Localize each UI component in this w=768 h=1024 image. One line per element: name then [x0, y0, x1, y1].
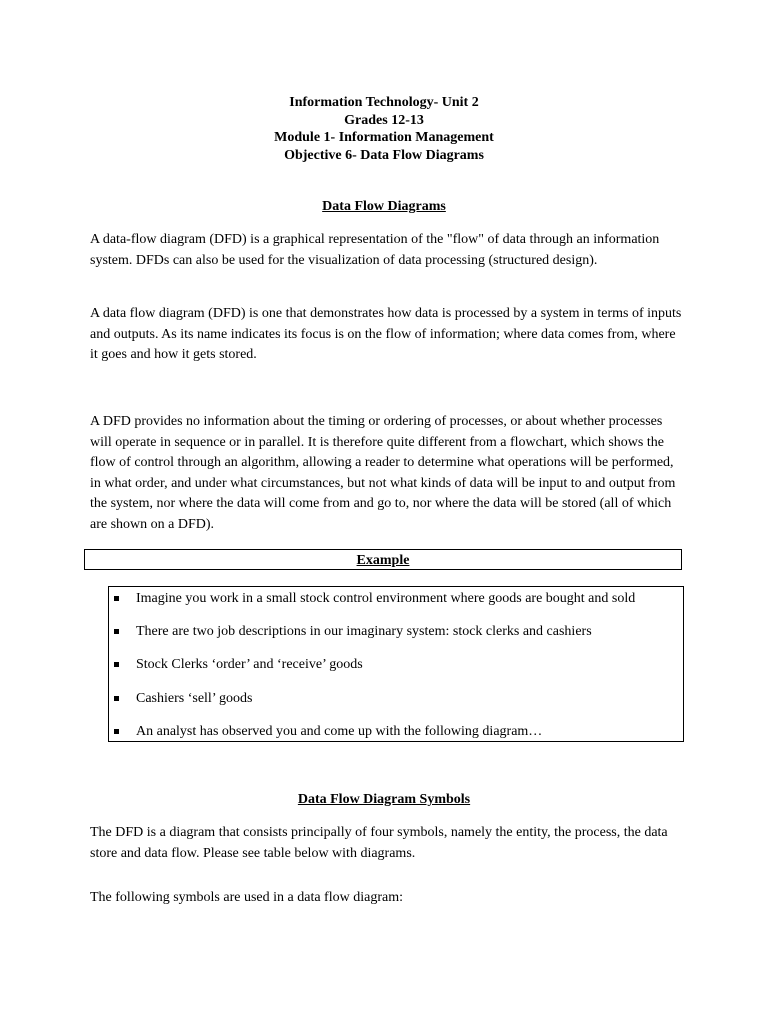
header-objective: Objective 6- Data Flow Diagrams: [284, 147, 484, 163]
example-title-box: Example: [84, 549, 682, 570]
paragraph-dfd-inputs-outputs: A data flow diagram (DFD) is one that demonstrates how data is processed by a system in terms of inputs and outputs. As its name indicates its focus is on the flow of information; where data comes from, where it goes and how it gets stored.: [90, 306, 682, 362]
paragraph-dfd-definition: A data-flow diagram (DFD) is a graphical representation of the "flow" of data through an information system. DFDs can also be used for the visualization of data processing (structured design).: [90, 232, 660, 268]
section-heading-data-flow-diagrams: Data Flow Diagrams: [322, 199, 446, 214]
list-item-text: There are two job descriptions in our imaginary system: stock clerks and cashiers: [136, 624, 592, 639]
document-header: [0, 94, 768, 164]
header-grades: Grades 12-13: [344, 112, 424, 128]
example-list-box: [108, 586, 684, 742]
header-module: Module 1- Information Management: [274, 130, 494, 145]
paragraph-symbols-list-intro: The following symbols are used in a data flow diagram:: [90, 890, 403, 905]
section-heading-dfd-symbols: Data Flow Diagram Symbols: [297, 792, 471, 807]
list-item-text: Cashiers ‘sell’ goods: [136, 691, 253, 706]
square-bullet-icon: [114, 662, 119, 667]
list-item-text: An analyst has observed you and come up with the following diagram…: [136, 724, 543, 739]
square-bullet-icon: [114, 596, 119, 601]
square-bullet-icon: [114, 629, 119, 634]
list-item-text: Stock Clerks ‘order’ and ‘receive’ goods: [136, 657, 363, 672]
paragraph-dfd-symbols-intro: The DFD is a diagram that consists principally of four symbols, namely the entity, the process, the data store and data flow. Please see table below with diagrams.: [90, 825, 668, 861]
paragraph-dfd-vs-flowchart: A DFD provides no information about the timing or ordering of processes, or about whether processes will operate in sequence or in parallel. It is therefore quite different from a flowchart, which shows the flow of control through an algorithm, allowing a reader to determine what operations will be performed, in what order, and under what circumstances, but not what kinds of data will be input to and output from the system, nor where the data will come from and go to, nor where the data will be stored (all of which are shown on a DFD).: [90, 414, 676, 532]
header-unit-title: Information Technology- Unit 2: [289, 95, 479, 110]
square-bullet-icon: [114, 729, 119, 734]
list-item-text: Imagine you work in a small stock control environment where goods are bought and sold: [136, 591, 636, 606]
square-bullet-icon: [114, 696, 119, 701]
